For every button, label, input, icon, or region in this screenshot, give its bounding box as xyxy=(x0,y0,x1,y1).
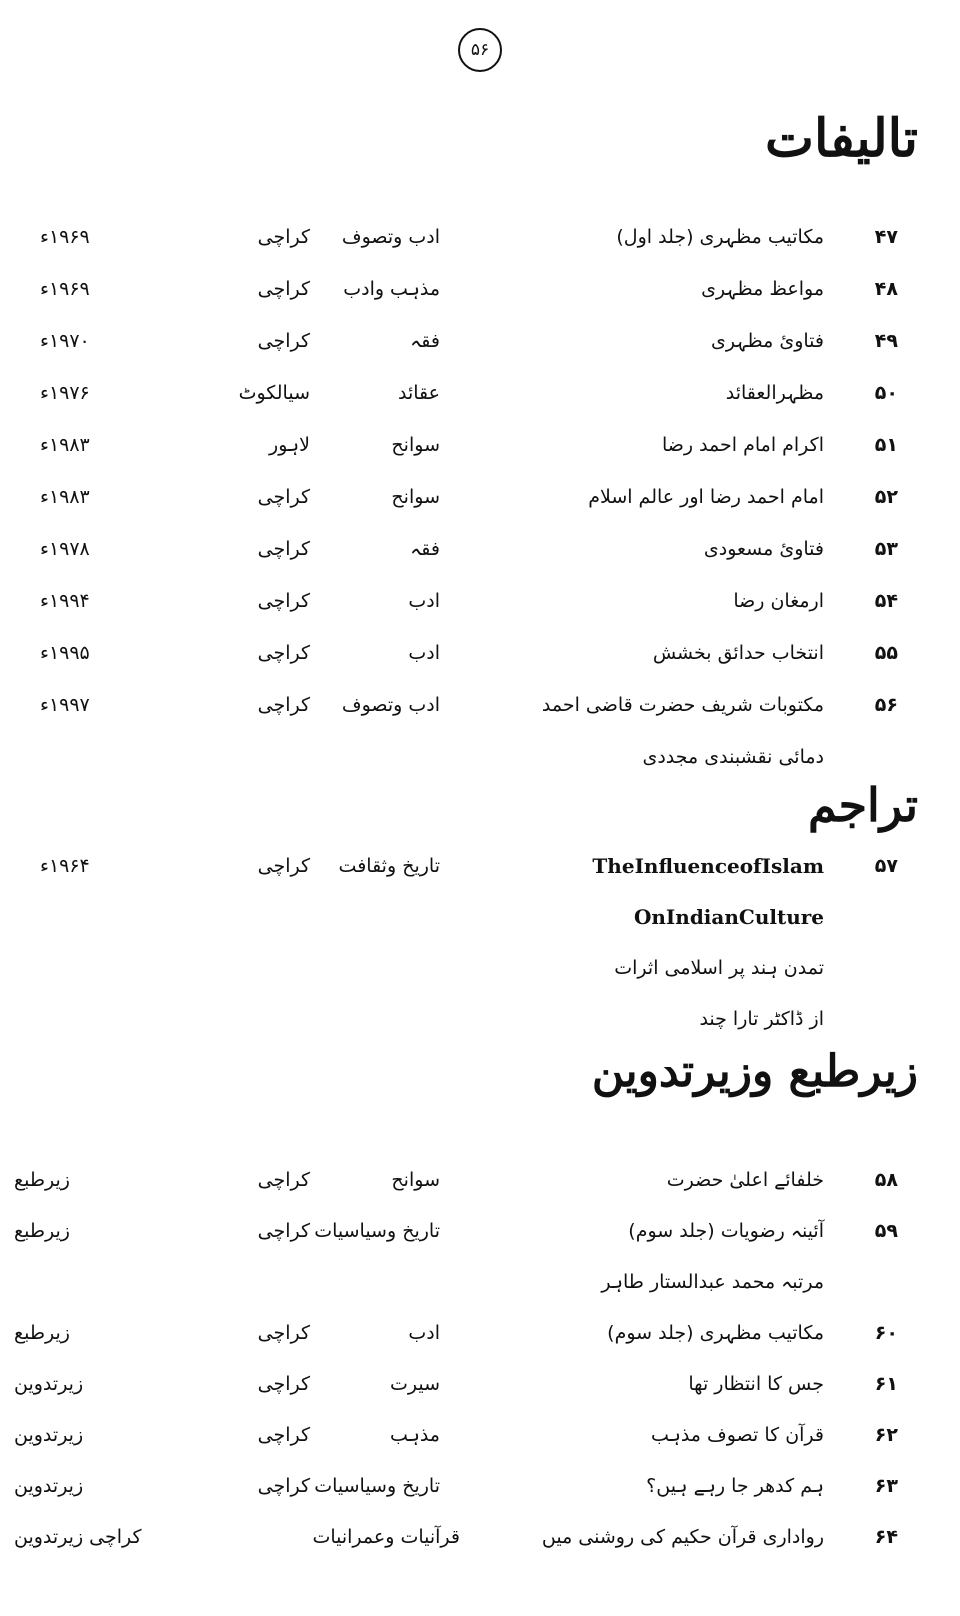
item-number: ۵۴ xyxy=(874,590,898,612)
item-city: کراچی xyxy=(257,1169,310,1191)
list-item xyxy=(0,217,960,257)
item-subject: فقہ xyxy=(410,330,440,352)
item-year: ۱۹۶۹ء xyxy=(40,278,90,300)
item-city: سیالکوٹ xyxy=(238,382,310,404)
list-item xyxy=(0,321,960,361)
item-title: مکاتیب مظہری (جلد اول) xyxy=(616,226,824,248)
item-title: رواداری قرآن حکیم کی روشنی میں xyxy=(541,1526,824,1548)
list-item xyxy=(0,529,960,569)
item-number: ۶۲ xyxy=(874,1424,898,1446)
item-year: ۱۹۸۳ء xyxy=(40,486,90,508)
item-number: ۵۵ xyxy=(874,642,898,664)
item-title: ارمغان رضا xyxy=(733,590,824,612)
item-title: جس کا انتظار تھا xyxy=(688,1373,824,1395)
list-item xyxy=(0,1517,960,1557)
item-subject: ادب وتصوف xyxy=(341,226,440,248)
item-status: زیرتدوین xyxy=(14,1373,84,1395)
item-number: ۶۴ xyxy=(874,1526,898,1548)
item-subject: تاریخ وسیاسیات xyxy=(314,1220,440,1242)
list-item xyxy=(0,846,960,886)
item-title: انتخاب حدائق بخشش xyxy=(652,642,824,664)
item-title: اکرام امام احمد رضا xyxy=(661,434,824,456)
item-city: کراچی xyxy=(257,1424,310,1446)
item-title-continuation: دمائی نقشبندی مجددی xyxy=(642,746,824,768)
item-number: ۵۸ xyxy=(874,1169,898,1191)
item-city: کراچی xyxy=(257,855,310,877)
item-status: زیرطبع xyxy=(14,1169,70,1191)
item-city: کراچی xyxy=(257,278,310,300)
list-item xyxy=(0,425,960,465)
item-number: ۴۹ xyxy=(874,330,898,352)
item-city: لاہور xyxy=(269,434,310,456)
item-status: کراچی زیرتدوین xyxy=(14,1526,142,1548)
list-item xyxy=(0,1160,960,1200)
item-subject: سیرت xyxy=(389,1373,440,1395)
item-title: مظہرالعقائد xyxy=(725,382,824,404)
list-item xyxy=(0,1313,960,1353)
item-year: ۱۹۹۵ء xyxy=(40,642,90,664)
list-item xyxy=(0,1466,960,1506)
item-subject: ادب xyxy=(408,590,440,612)
item-number: ۶۰ xyxy=(874,1322,898,1344)
item-year: ۱۹۷۰ء xyxy=(40,330,90,352)
list-item xyxy=(0,633,960,673)
list-item xyxy=(0,1364,960,1404)
item-number: ۶۱ xyxy=(874,1373,898,1395)
item-number: ۵۳ xyxy=(874,538,898,560)
item-title: مکاتیب مظہری (جلد سوم) xyxy=(607,1322,824,1344)
item-title: فتاوئ مظہری xyxy=(711,330,824,352)
item-number: ۵۹ xyxy=(874,1220,898,1242)
section-heading-compilations: تالیفات xyxy=(765,108,918,169)
item-city: کراچی xyxy=(257,1475,310,1497)
item-city: کراچی xyxy=(257,226,310,248)
item-status: زیرطبع xyxy=(14,1322,70,1344)
item-title: قرآن کا تصوف مذہب xyxy=(651,1424,824,1446)
item-city: کراچی xyxy=(257,538,310,560)
item-title: خلفائے اعلیٰ حضرت xyxy=(666,1169,824,1191)
list-item-continuation xyxy=(0,1262,960,1302)
item-subject: فقہ xyxy=(410,538,440,560)
item-title-urdu: تمدن ہند پر اسلامی اثرات xyxy=(614,957,824,979)
item-subject: مذہب xyxy=(390,1424,440,1446)
item-year: ۱۹۹۷ء xyxy=(40,694,90,716)
item-city: کراچی xyxy=(257,330,310,352)
item-number: ۵۱ xyxy=(874,434,898,456)
item-title-continuation: مرتبہ محمد عبدالستار طاہر xyxy=(601,1271,824,1293)
item-city: کراچی xyxy=(257,1373,310,1395)
list-item xyxy=(0,373,960,413)
item-title: فتاوئ مسعودی xyxy=(703,538,824,560)
item-year: ۱۹۶۹ء xyxy=(40,226,90,248)
item-title: ہم کدھر جا رہے ہیں؟ xyxy=(646,1475,824,1497)
item-number: ۴۸ xyxy=(874,278,898,300)
list-item-continuation xyxy=(0,897,960,937)
item-subject: تاریخ وسیاسیات xyxy=(314,1475,440,1497)
item-title: مکتوبات شریف حضرت قاضی احمد xyxy=(541,694,824,716)
item-subject: سوانح xyxy=(391,1169,440,1191)
item-subject: ادب xyxy=(408,642,440,664)
item-status: زیرطبع xyxy=(14,1220,70,1242)
item-city: کراچی xyxy=(257,1220,310,1242)
item-city: کراچی xyxy=(257,694,310,716)
item-title: آئینہ رضویات (جلد سوم) xyxy=(628,1220,824,1242)
page-number: ۵۶ xyxy=(458,28,502,72)
item-subject: ادب وتصوف xyxy=(341,694,440,716)
item-subject: عقائد xyxy=(398,382,440,404)
section-heading-translations: تراجم xyxy=(807,778,918,832)
list-item xyxy=(0,581,960,621)
list-item xyxy=(0,1211,960,1251)
item-title: مواعظ مظہری xyxy=(701,278,824,300)
list-item-continuation xyxy=(0,948,960,988)
item-subject: سوانح xyxy=(391,486,440,508)
item-subject: ادب xyxy=(408,1322,440,1344)
item-year: ۱۹۶۴ء xyxy=(40,855,90,877)
section-heading-forthcoming: زیرطبع وزیرتدوین xyxy=(591,1046,918,1097)
item-year: ۱۹۷۶ء xyxy=(40,382,90,404)
item-year: ۱۹۷۸ء xyxy=(40,538,90,560)
item-number: ۵۶ xyxy=(874,694,898,716)
item-year: ۱۹۹۴ء xyxy=(40,590,90,612)
list-item xyxy=(0,1415,960,1455)
item-number: ۴۷ xyxy=(874,226,898,248)
item-subject: قرآنیات وعمرانیات xyxy=(312,1526,460,1548)
item-city: کراچی xyxy=(257,1322,310,1344)
item-city: کراچی xyxy=(257,590,310,612)
list-item-continuation xyxy=(0,737,960,777)
list-item-continuation xyxy=(0,999,960,1039)
item-subject: تاریخ وثقافت xyxy=(338,855,440,877)
list-item xyxy=(0,269,960,309)
item-number: ۵۷ xyxy=(874,855,898,877)
item-city: کراچی xyxy=(257,642,310,664)
item-number: ۶۳ xyxy=(874,1475,898,1497)
item-number: ۵۰ xyxy=(874,382,898,404)
item-status: زیرتدوین xyxy=(14,1424,84,1446)
item-city: کراچی xyxy=(257,486,310,508)
list-item xyxy=(0,685,960,725)
item-title-english-continuation: OnIndianCulture xyxy=(633,905,824,929)
item-title: امام احمد رضا اور عالم اسلام xyxy=(588,486,824,508)
item-number: ۵۲ xyxy=(874,486,898,508)
item-year: ۱۹۸۳ء xyxy=(40,434,90,456)
item-status: زیرتدوین xyxy=(14,1475,84,1497)
item-author: از ڈاکٹر تارا چند xyxy=(699,1008,824,1030)
list-item xyxy=(0,477,960,517)
item-subject: مذہب وادب xyxy=(343,278,440,300)
item-subject: سوانح xyxy=(391,434,440,456)
item-title-english: TheInfluenceofIslam xyxy=(592,854,824,878)
